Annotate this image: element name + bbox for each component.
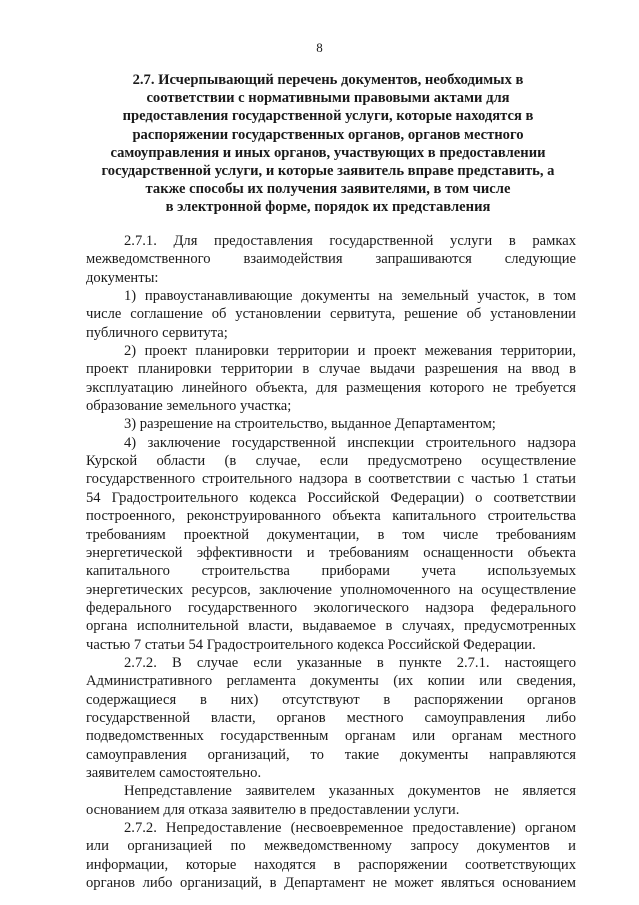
paragraph xyxy=(86,782,576,819)
paragraph xyxy=(86,342,576,415)
text-line: информации, которые находятся в распоряжении соответствующих xyxy=(86,856,576,873)
text-line: частью 7 статьи 54 Градостроительного кодекса Российской Федерации. xyxy=(86,636,536,653)
text-line: энергетической эффективности и требованиям оснащенности объекта xyxy=(86,544,576,561)
heading-line: предоставления государственной услуги, которые находятся в xyxy=(122,108,534,125)
text-line: 54 Градостроительного кодекса Российской Федерации) о соответствии xyxy=(86,489,576,506)
text-line: Непредставление заявителем указанных документов не является xyxy=(124,783,576,800)
text-line: 3) разрешение на строительство, выданное Департаментом; xyxy=(124,416,496,433)
paragraph xyxy=(86,232,576,287)
paragraph xyxy=(86,415,576,433)
text-line: публичного сервитута; xyxy=(86,324,228,341)
heading-line: в электронной форме, порядок их представления xyxy=(165,199,491,216)
paragraph xyxy=(86,654,576,782)
text-line: требованиям проектной документации, в том числе требованиям xyxy=(86,526,576,543)
heading-line: соответствии с нормативными правовыми актами для xyxy=(146,90,510,107)
text-line: Курской области (в случае, если предусмотрено осуществление xyxy=(86,453,576,470)
text-line: самоуправления организаций, то такие документы направляются xyxy=(86,746,576,763)
heading-line: также способы их получения заявителями, в том числе xyxy=(145,181,511,198)
paragraph xyxy=(86,434,576,654)
heading-line: государственной услуги, и которые заявитель вправе представить, а xyxy=(101,163,555,180)
text-line: органа исполнительной власти, выдаваемое в случаях, предусмотренных xyxy=(86,618,576,635)
text-line: подведомственных государственным органам или органам местного xyxy=(86,728,576,745)
text-line: органов либо организаций, в Департамент не может являться основанием xyxy=(86,875,576,892)
text-line: или организацией по межведомственному запросу документов и xyxy=(86,838,576,855)
text-line: федерального государственного экологического надзора федерального xyxy=(86,599,576,616)
heading-line: самоуправления и иных органов, участвующих в предоставлении xyxy=(110,144,546,161)
text-line: государственного строительного надзора в соответствии с частью 1 статьи xyxy=(86,471,576,488)
paragraph xyxy=(86,819,576,892)
text-line: межведомственного взаимодействия запрашиваются следующие xyxy=(86,251,576,268)
text-line: государственной власти, органов местного самоуправления либо xyxy=(86,709,576,726)
heading-line: распоряжении государственных органов, органов местного xyxy=(132,126,524,143)
text-line: эксплуатацию линейного объекта, для размещения которого не требуется xyxy=(86,379,576,396)
text-line: построенного, реконструированного объекта капитального строительства xyxy=(86,508,576,525)
heading-line: 2.7. Исчерпывающий перечень документов, необходимых в xyxy=(132,72,524,88)
text-line: 2.7.2. Непредоставление (несвоевременное предоставление) органом xyxy=(124,820,576,836)
text-line: Административного регламента документы (их копии или сведения, xyxy=(86,673,576,690)
text-line: проект планировки территории в случае выдачи разрешения на ввод в xyxy=(86,361,576,378)
text-line: 2.7.1. Для предоставления государственной услуги в рамках xyxy=(124,233,576,249)
text-line: 1) правоустанавливающие документы на земельный участок, в том xyxy=(124,288,576,305)
text-line: капитального строительства приборами учета используемых xyxy=(86,563,576,580)
text-line: числе соглашение об установлении сервитута, решение об установлении xyxy=(86,306,576,323)
text-line: документы: xyxy=(86,269,159,286)
text-line: энергетических ресурсов, заключение уполномоченного на осуществление xyxy=(86,581,576,598)
document-body xyxy=(86,232,576,892)
text-line: 2.7.2. В случае если указанные в пункте 2.7.1. настоящего xyxy=(124,654,576,671)
paragraph xyxy=(86,287,576,342)
text-line: заявителем самостоятельно. xyxy=(86,764,262,781)
text-line: основанием для отказа заявителю в предоставлении услуги. xyxy=(86,801,460,818)
section-heading xyxy=(80,71,576,217)
text-line: 2) проект планировки территории и проект межевания территории, xyxy=(124,343,576,360)
text-line: 4) заключение государственной инспекции строительного надзора xyxy=(124,434,576,451)
text-line: образование земельного участка; xyxy=(86,398,292,415)
page-number: 8 xyxy=(316,40,323,55)
text-line: содержащиеся в них) отсутствуют в распоряжении органов xyxy=(86,691,576,708)
